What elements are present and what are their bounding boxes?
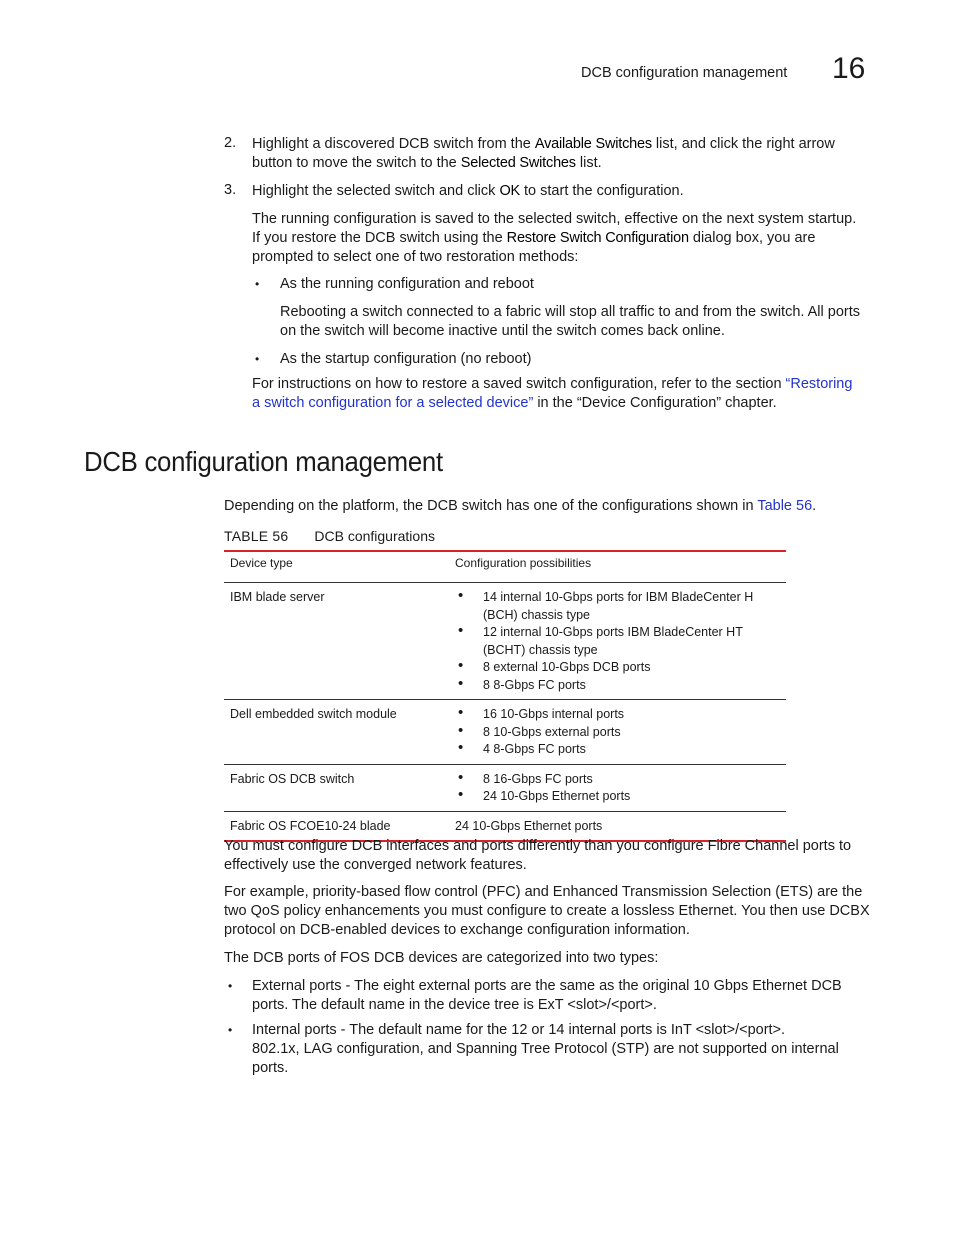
device-cell: IBM blade server — [230, 590, 325, 604]
table-row — [224, 764, 786, 811]
text-line: Rebooting a switch connected to a fabric will stop all traffic to and from the switch. All ports — [280, 304, 861, 320]
step-number: 3. — [224, 182, 237, 198]
text-line: prompted to select one of two restoration methods: — [252, 249, 579, 265]
bullet-icon: • — [255, 277, 260, 291]
text-run: button to move the switch to the — [252, 155, 461, 171]
text-line: The running configuration is saved to the selected switch, effective on the next system startup. — [252, 211, 857, 227]
device-cell: Fabric OS DCB switch — [230, 771, 355, 786]
text-line: on the switch will become inactive until the switch comes back online. — [280, 323, 725, 339]
internal-ports-item — [252, 1021, 882, 1078]
text-run: dialog box, you are — [688, 230, 816, 246]
text-line: effectively use the converged network features. — [224, 857, 527, 873]
option-running-note — [280, 303, 880, 341]
text-run: Highlight a discovered DCB switch from the — [252, 136, 535, 152]
ui-term-restore-switch-configuration: Restore Switch Configuration — [506, 230, 689, 246]
text-line: Internal ports - The default name for the 12 or 14 internal ports is InT <slot>/<port>. — [252, 1022, 786, 1038]
text-run: list, and click the right arrow — [651, 136, 835, 152]
table-title: DCB configurations — [314, 528, 435, 544]
device-cell: Dell embedded switch module — [230, 707, 397, 721]
ui-term-selected-switches: Selected Switches — [460, 155, 576, 171]
step-2-text — [252, 135, 872, 173]
table-caption — [224, 528, 435, 544]
config-item: • 8 16-Gbps FC ports — [455, 771, 780, 789]
text-line: You must configure DCB interfaces and ports differently than you configure Fibre Channel ports to — [224, 838, 852, 854]
text-line: two QoS policy enhancements you must configure to create a lossless Ethernet. You then use DCBX — [224, 903, 870, 919]
body-paragraph-1 — [224, 837, 884, 875]
chapter-number: 16 — [832, 52, 866, 85]
config-item: • 14 internal 10-Gbps ports for IBM BladeCenter H (BCH) chassis type — [455, 589, 780, 624]
text-run: Highlight the selected switch and click — [252, 183, 500, 199]
external-ports-item — [252, 977, 882, 1015]
step-3-text — [252, 182, 872, 201]
config-cell — [449, 583, 786, 700]
table-label: TABLE 56 — [224, 528, 289, 544]
text-line: ports. — [252, 1060, 289, 1076]
restoring-config-link-cont[interactable]: a switch configuration for a selected device” — [252, 395, 534, 411]
text-run: Depending on the platform, the DCB switch has one of the configurations shown in — [224, 498, 758, 514]
column-header-config: Configuration possibilities — [455, 556, 592, 570]
device-cell: Fabric OS FCOE10-24 blade — [230, 818, 391, 833]
text-run: to start the configuration. — [520, 183, 684, 199]
table-row — [224, 700, 786, 765]
bullet-icon: • — [255, 352, 260, 366]
config-cell — [449, 764, 786, 811]
text-run: list. — [575, 155, 602, 171]
table-56-link[interactable]: Table 56 — [757, 498, 813, 514]
body-paragraph-2 — [224, 883, 884, 940]
text-line: protocol on DCB-enabled devices to exchange configuration information. — [224, 922, 690, 938]
config-cell: 24 10-Gbps Ethernet ports — [455, 818, 603, 833]
config-item: • 12 internal 10-Gbps ports IBM BladeCenter HT (BCHT) chassis type — [455, 624, 780, 659]
bullet-icon: • — [228, 1023, 233, 1037]
option-startup-config: As the startup configuration (no reboot) — [280, 351, 532, 367]
column-header-device-type: Device type — [230, 556, 293, 570]
body-paragraph-3: The DCB ports of FOS DCB devices are categorized into two types: — [224, 950, 659, 966]
step-number: 2. — [224, 135, 237, 151]
text-line: 802.1x, LAG configuration, and Spanning Tree Protocol (STP) are not supported on internal — [252, 1041, 839, 1057]
restoring-config-link[interactable]: “Restoring — [785, 376, 853, 392]
instructions-paragraph — [252, 375, 872, 413]
config-cell — [449, 700, 786, 765]
text-run: in the “Device Configuration” chapter. — [533, 395, 777, 411]
config-item: • 24 10-Gbps Ethernet ports — [455, 788, 780, 806]
table-header-row — [224, 551, 786, 583]
text-line: ports. The default name in the device tree is ExT <slot>/<port>. — [252, 997, 657, 1013]
config-item: • 8 10-Gbps external ports — [455, 724, 780, 742]
dcb-configurations-table — [224, 550, 786, 842]
option-running-config: As the running configuration and reboot — [280, 276, 534, 292]
ui-term-available-switches: Available Switches — [534, 136, 652, 152]
restore-paragraph — [252, 210, 872, 267]
running-header-title: DCB configuration management — [581, 65, 788, 81]
text-run: If you restore the DCB switch using the — [252, 230, 507, 246]
ui-term-ok: OK — [499, 183, 520, 199]
config-item: • 8 external 10-Gbps DCB ports — [455, 659, 780, 677]
text-line: External ports - The eight external ports are the same as the original 10 Gbps Ethernet DCB — [252, 978, 842, 994]
bullet-icon: • — [228, 979, 233, 993]
config-item: • 16 10-Gbps internal ports — [455, 706, 780, 724]
table-row — [224, 583, 786, 700]
config-item: • 4 8-Gbps FC ports — [455, 741, 780, 759]
config-item: • 8 8-Gbps FC ports — [455, 677, 780, 695]
text-run: For instructions on how to restore a saved switch configuration, refer to the section — [252, 376, 786, 392]
text-run: . — [812, 498, 817, 514]
text-line: For example, priority-based flow control (PFC) and Enhanced Transmission Selection (ETS) are the — [224, 884, 863, 900]
section-intro — [224, 497, 884, 516]
section-heading: DCB configuration management — [84, 446, 443, 477]
